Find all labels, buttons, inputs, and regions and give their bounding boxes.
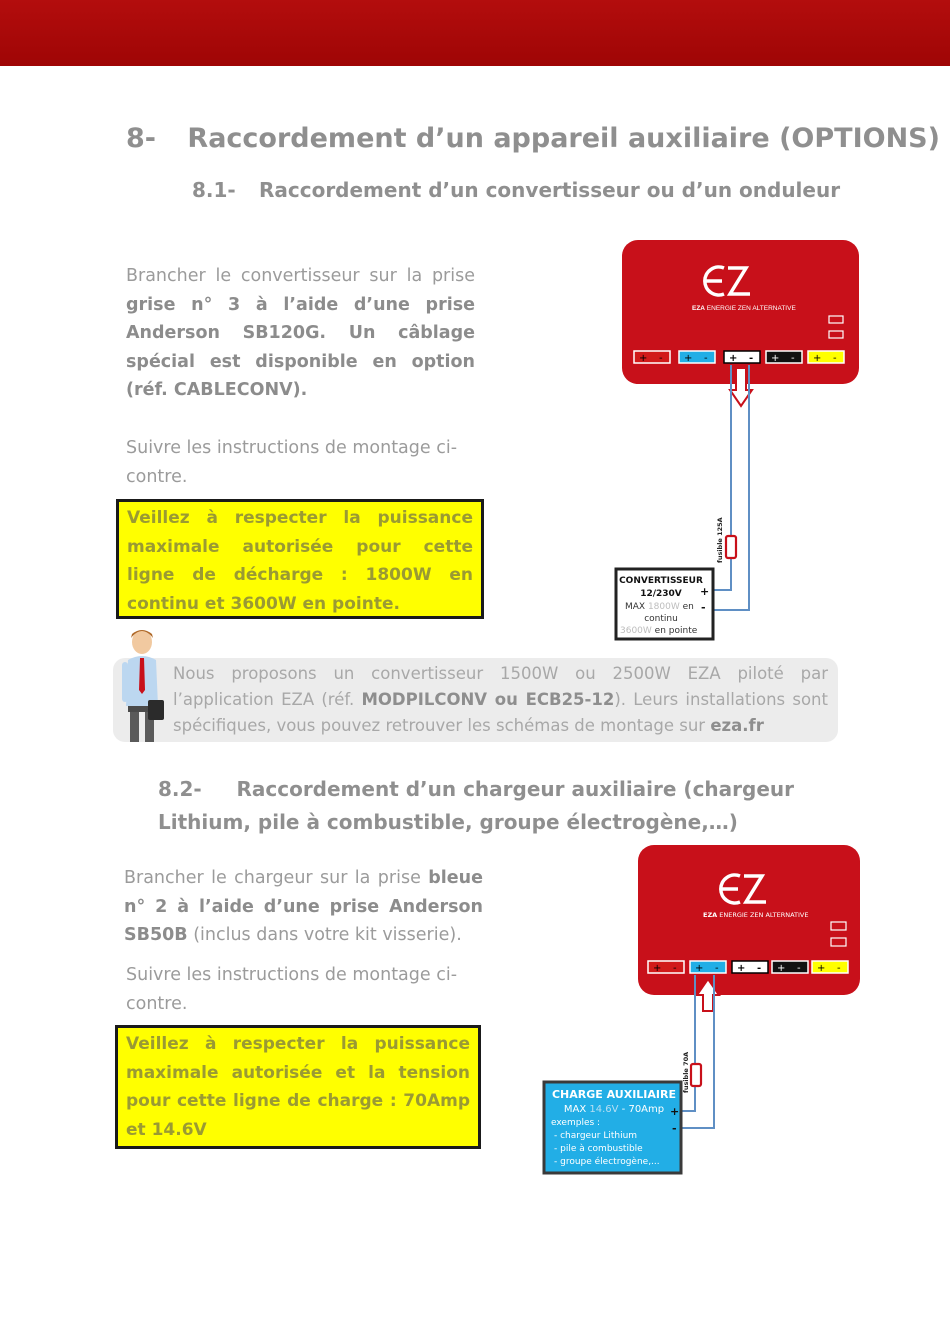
fuse-icon bbox=[691, 1064, 701, 1086]
eza-brand-sub: ENERGIE ZEN ALTERNATIVE bbox=[705, 305, 796, 312]
section-82-heading bbox=[158, 773, 794, 839]
converter-peak-value: 3600W bbox=[620, 626, 652, 636]
converter-max: MAX bbox=[625, 602, 648, 612]
section-82-title-line-2: Lithium, pile à combustible, groupe électrogène,…) bbox=[158, 810, 738, 834]
section-81-paragraph-1 bbox=[126, 262, 475, 405]
svg-text:EZA ENERGIE ZEN ALTERNATIVE bbox=[692, 305, 796, 312]
socket-yellow bbox=[808, 351, 844, 364]
aux-max-b: - 70Amp bbox=[618, 1104, 665, 1115]
eza-brand: EZA bbox=[692, 305, 705, 312]
note-text-b: ). Leurs installations sont spécifiques, vous pouvez retrouver les schémas de montage sur bbox=[173, 690, 828, 735]
aux-examples-label: exemples : bbox=[551, 1118, 601, 1128]
section-82-warning-box: Veillez à respecter la puissance maximale autorisée et la tension pour cette ligne de charge : 70Amp et 14.6V bbox=[115, 1025, 481, 1149]
svg-text:+: + bbox=[653, 963, 662, 974]
converter-plus: + bbox=[700, 585, 710, 598]
socket-black bbox=[772, 961, 808, 974]
converter-max-value: 1800W bbox=[647, 602, 680, 612]
svg-text:MAX 14.6V - 70Amp bbox=[564, 1104, 664, 1115]
socket-grey bbox=[732, 961, 768, 974]
aux-example-3: - groupe électrogène,... bbox=[554, 1157, 660, 1167]
aux-charger-wiring-diagram bbox=[540, 843, 870, 1178]
fuse-label: fusible 125A bbox=[716, 517, 724, 563]
svg-text:MAX 1800W en bbox=[625, 602, 694, 612]
section-81-number: 8.1- bbox=[192, 178, 236, 202]
svg-text:+: + bbox=[729, 353, 738, 364]
converter-title-2: 12/230V bbox=[640, 589, 682, 599]
converter-cont-b: continu bbox=[644, 614, 678, 624]
section-8-number: 8- bbox=[126, 123, 156, 154]
aux-box-title: CHARGE AUXILIAIRE bbox=[551, 1088, 677, 1101]
converter-peak: en pointe bbox=[651, 626, 698, 636]
socket-grey bbox=[724, 351, 760, 364]
para-text: (inclus dans votre kit visserie). bbox=[187, 925, 462, 945]
socket-blue bbox=[690, 961, 726, 974]
aux-max-value: 14.6V bbox=[589, 1104, 619, 1115]
svg-text:-: - bbox=[837, 963, 841, 974]
info-note-text bbox=[173, 661, 828, 739]
para-text: Brancher le convertisseur sur la prise bbox=[126, 266, 475, 286]
note-website-link[interactable]: eza.fr bbox=[710, 716, 764, 735]
svg-text:-: - bbox=[833, 353, 837, 364]
svg-text:+: + bbox=[777, 963, 786, 974]
converter-title-1: CONVERTISSEUR bbox=[619, 576, 703, 586]
para-text: Brancher le chargeur sur la prise bbox=[124, 868, 429, 888]
page-header-bar bbox=[0, 0, 950, 66]
fuse-label: fusible 70A bbox=[682, 1051, 690, 1093]
svg-text:+: + bbox=[817, 963, 826, 974]
section-8-title: Raccordement d’un appareil auxiliaire (OPTIONS) bbox=[187, 123, 940, 154]
socket-blue bbox=[679, 351, 715, 364]
section-82-line-1 bbox=[158, 773, 794, 806]
aux-example-1: - chargeur Lithium bbox=[554, 1131, 638, 1141]
para-bold: grise n° 3 à l’aide d’une prise Anderson SB120G. Un câblage spécial est disponible en option (réf. CABLECONV). bbox=[126, 294, 475, 400]
para-bold: bleue n° 2 à l’aide d’une prise Anderson SB50B bbox=[124, 868, 483, 945]
socket-red bbox=[634, 351, 670, 364]
section-82-title-line-1: Raccordement d’un chargeur auxiliaire (chargeur bbox=[236, 777, 794, 801]
note-text-a: Nous proposons un convertisseur 1500W ou 2500W EZA piloté par l’application EZA (réf. bbox=[173, 664, 828, 709]
socket-yellow bbox=[812, 961, 848, 974]
section-82-number: 8.2- bbox=[158, 777, 202, 801]
svg-text:-: - bbox=[757, 963, 762, 974]
eza-brand: EZA bbox=[703, 911, 718, 919]
converter-wiring-diagram bbox=[600, 238, 870, 648]
section-81-title: Raccordement d’un convertisseur ou d’un onduleur bbox=[258, 178, 841, 202]
svg-text:-: - bbox=[797, 963, 801, 974]
svg-text:-: - bbox=[791, 353, 795, 364]
converter-minus: - bbox=[701, 601, 706, 614]
svg-text:-: - bbox=[715, 963, 719, 974]
svg-text:-: - bbox=[749, 353, 754, 364]
svg-text:-: - bbox=[704, 353, 708, 364]
fuse-icon bbox=[726, 536, 736, 558]
section-82-paragraph-1 bbox=[124, 864, 483, 950]
section-82-paragraph-2: Suivre les instructions de montage ci-contre. bbox=[126, 965, 458, 1014]
section-8-heading bbox=[126, 123, 940, 154]
aux-max: MAX bbox=[563, 1104, 590, 1115]
svg-text:+: + bbox=[684, 353, 693, 364]
socket-black bbox=[766, 351, 802, 364]
aux-minus: - bbox=[672, 1122, 677, 1135]
svg-text:-: - bbox=[659, 353, 663, 364]
section-81-warning-box: Veillez à respecter la puissance maximale autorisée pour cette ligne de décharge : 1800W en continu et 3600W en pointe. bbox=[116, 499, 484, 619]
svg-text:+: + bbox=[813, 353, 822, 364]
eza-brand-sub: ENERGIE ZEN ALTERNATIVE bbox=[717, 911, 809, 919]
converter-cont-a: en bbox=[679, 602, 694, 612]
note-reference: MODPILCONV ou ECB25-12 bbox=[361, 690, 615, 709]
aux-plus: + bbox=[670, 1105, 680, 1118]
socket-red bbox=[648, 961, 684, 974]
svg-text:3600W en pointe bbox=[620, 626, 698, 636]
section-81-paragraph-2: Suivre les instructions de montage ci-contre. bbox=[126, 438, 458, 487]
svg-text:EZA ENERGIE ZEN ALTERNATIVE bbox=[703, 911, 808, 919]
section-81-heading bbox=[192, 178, 840, 202]
svg-text:-: - bbox=[673, 963, 677, 974]
businessman-icon bbox=[118, 626, 168, 746]
aux-example-2: - pile à combustible bbox=[554, 1144, 643, 1154]
svg-text:+: + bbox=[737, 963, 746, 974]
svg-text:+: + bbox=[639, 353, 648, 364]
svg-text:+: + bbox=[771, 353, 780, 364]
svg-text:+: + bbox=[695, 963, 704, 974]
